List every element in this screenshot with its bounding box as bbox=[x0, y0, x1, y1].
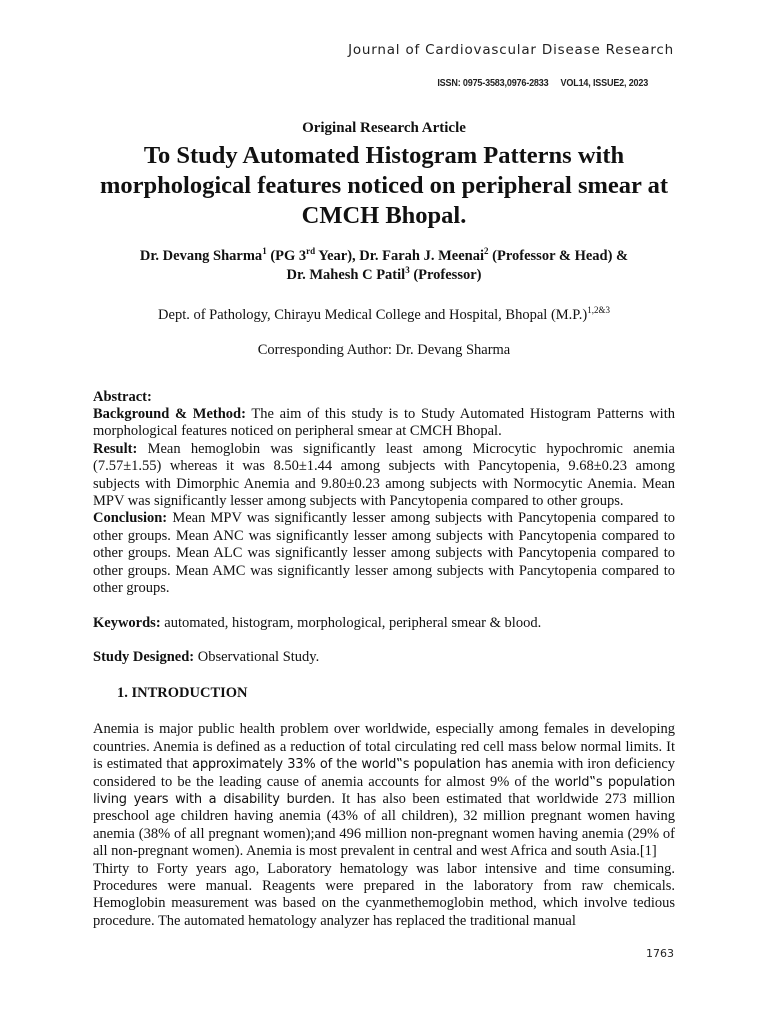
background-label: Background & Method: bbox=[93, 406, 246, 422]
authors-line-1 bbox=[93, 247, 675, 266]
author-3-name: Dr. Mahesh C Patil bbox=[286, 267, 406, 283]
page-number: 1763 bbox=[646, 947, 674, 960]
author-3-sup: 3 bbox=[405, 265, 410, 276]
abstract-result bbox=[93, 441, 675, 511]
background-text: The aim of this study is to Study Automated Histogram Patterns with morphological features noticed on peripheral smear at CMCH Bhopal. bbox=[93, 406, 675, 440]
study-design-text: Observational Study. bbox=[194, 648, 320, 665]
keywords-text: automated, histogram, morphological, peripheral smear & blood. bbox=[160, 615, 542, 632]
intro-p1-b: approximately 33% of the world‟s population has bbox=[192, 757, 508, 773]
article-type: Original Research Article bbox=[302, 120, 466, 136]
conclusion-text: Mean MPV was significantly lesser among subjects with Pancytopenia compared to other groups. Mean ANC was significantly lesser among subjects with Pancytopenia compared to other groups. Mean ALC was significantly lesser among subjects with Pancytopenia compared to other groups. Mean AMC was significantly lesser among subjects with Pancytopenia compared to other groups. bbox=[93, 510, 675, 597]
intro-p1-c: anemia with iron deficiency considered to be the leading cause of anemia accounts for almost 9% of the bbox=[93, 756, 676, 790]
keywords bbox=[93, 615, 675, 632]
introduction-paragraph-2: Thirty to Forty years ago, Laboratory hematology was labor intensive and time consuming. Procedures were manual. Reagents were prepared in the laboratory from raw chemicals. Hemoglobin measurement was based on the cyanmethemoglobin method, which involve tedious procedure. The automated hematology analyzer has replaced the traditional manual bbox=[93, 860, 675, 929]
result-text: Mean hemoglobin was significantly least among Microcytic hypochromic anemia (7.57±1.55) whereas it was 8.50±1.44 among subjects with Pancytopenia, 9.68±0.23 among subjects with Dimorphic Anemia and 9.80±0.23 among subjects with Normocytic Anemia. Mean MPV was significantly lesser among subjects with Pancytopenia compared to other groups. bbox=[93, 440, 675, 510]
introduction-paragraph-1 bbox=[93, 721, 675, 860]
study-design-label: Study Designed: bbox=[93, 648, 195, 665]
affiliation-text: Dept. of Pathology, Chirayu Medical College and Hospital, Bhopal (M.P.) bbox=[158, 307, 588, 323]
abstract-background bbox=[93, 406, 675, 441]
affiliation-sup: 1,2&3 bbox=[587, 305, 610, 316]
author-2-sup: 2 bbox=[484, 246, 489, 257]
author-2-role: (Professor & Head) & bbox=[488, 248, 629, 264]
page-content bbox=[93, 120, 675, 930]
author-1-role-sup: rd bbox=[306, 246, 316, 257]
corresponding-author: Corresponding Author: Dr. Devang Sharma bbox=[257, 342, 511, 358]
intro-p1-d: world‟s population living years with a disability burden bbox=[93, 774, 675, 807]
issn-volume-line bbox=[437, 77, 648, 89]
conclusion-label: Conclusion: bbox=[93, 510, 168, 527]
journal-name: Journal of Cardiovascular Disease Research bbox=[348, 42, 674, 58]
author-1-name: Dr. Devang Sharma bbox=[139, 248, 263, 264]
author-1-role: (PG 3 bbox=[266, 248, 307, 264]
intro-p1-e: . It has also been estimated that worldwide 273 million preschool age children having anemia (43% of all children), 32 million pregnant women having anemia (38% of all pregnant women);and 496 million non-pregnant women having anemia (29% of all non-pregnant women). Anemia is most prevalent in central and west Africa and south Asia.[1] bbox=[93, 790, 675, 860]
author-1-sup: 1 bbox=[262, 246, 267, 257]
author-3-role: (Professor) bbox=[409, 267, 482, 283]
authors-line-2 bbox=[93, 266, 675, 285]
abstract-conclusion bbox=[93, 510, 675, 597]
paper-title: To Study Automated Histogram Patterns with morphological features noticed on peripheral smear at CMCH Bhopal. bbox=[100, 142, 668, 229]
authors bbox=[93, 247, 675, 285]
abstract-heading: Abstract: bbox=[93, 389, 152, 405]
section-heading-introduction: 1. INTRODUCTION bbox=[117, 685, 248, 702]
volume-issue: VOL14, ISSUE2, 2023 bbox=[560, 77, 648, 89]
result-label: Result: bbox=[93, 440, 138, 457]
study-design bbox=[93, 649, 675, 666]
intro-p1-a: Anemia is major public health problem over worldwide, especially among females in developing countries. Anemia is defined as a reduction of total circulating red cell mass below normal limits. It is estimated that bbox=[93, 721, 675, 773]
issn: ISSN: 0975-3583,0976-2833 bbox=[437, 77, 549, 89]
author-2-name: Year), Dr. Farah J. Meenai bbox=[315, 248, 485, 264]
keywords-label: Keywords: bbox=[93, 615, 161, 632]
affiliation bbox=[93, 307, 675, 324]
